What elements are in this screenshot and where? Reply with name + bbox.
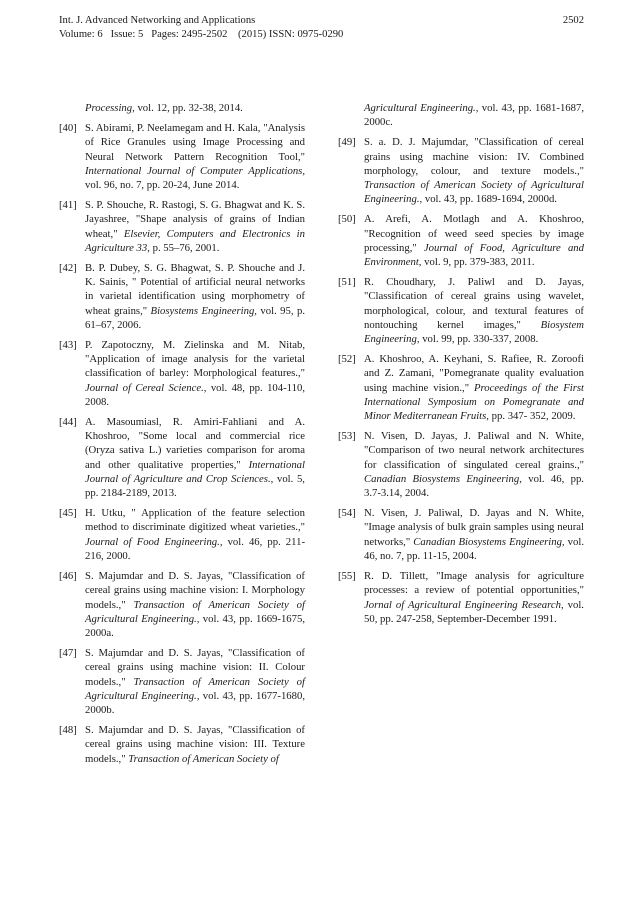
reference-text: [85, 121, 305, 192]
reference-text: [364, 135, 584, 206]
reference-source-italic: Biosystems Engineering,: [150, 304, 257, 317]
reference-source-italic: Journal of Food Engineering.,: [85, 535, 223, 548]
reference-entry: [59, 121, 305, 192]
reference-text: [364, 352, 584, 423]
journal-name: Int. J. Advanced Networking and Applications: [59, 15, 256, 26]
reference-text-segment: vol. 43, pp. 1677-1680, 2000b.: [85, 689, 305, 716]
reference-number: [40]: [59, 122, 77, 135]
reference-number: [53]: [338, 430, 356, 443]
reference-text-segment: pp. 347- 352, 2009.: [488, 410, 576, 423]
reference-entry: [59, 646, 305, 717]
reference-text-segment: A. Khoshroo, A. Keyhani, S. Rafiee, R. Zoroofi and Z. Zamani, "Pomegranate quality evaluation using machine vision.,": [364, 353, 584, 394]
reference-number: [45]: [59, 507, 77, 520]
reference-source-italic: Biosystem Engineering,: [364, 318, 584, 346]
reference-entry: [59, 338, 305, 409]
reference-source-italic: Transaction of American Society of Agricultural Engineering.,: [85, 598, 305, 625]
reference-text-segment: N. Visen, D. Jayas, J. Paliwal and N. White, "Comparison of two neural network architectures for classification of singulated cereal grains.,": [364, 430, 584, 471]
reference-text: [85, 261, 305, 332]
reference-source-italic: Transaction of American Society of: [128, 752, 279, 765]
reference-source-italic: Journal of Food, Agriculture and Environment,: [364, 241, 584, 269]
reference-number: [46]: [59, 570, 77, 583]
reference-number: [52]: [338, 353, 356, 366]
reference-number: [49]: [338, 136, 356, 149]
reference-text-segment: vol. 95, p. 61–67, 2006.: [85, 304, 305, 331]
reference-text-segment: S. P. Shouche, R. Rastogi, S. G. Bhagwat and K. S. Jayashree, "Shape analysis of grains of Indian wheat,": [85, 199, 305, 240]
reference-text: [364, 212, 584, 269]
reference-source-italic: Journal of Cereal Science.,: [85, 381, 207, 394]
reference-entry: [338, 212, 584, 269]
reference-number: [50]: [338, 213, 356, 226]
page-number: 2502: [562, 15, 584, 26]
reference-text-segment: R. Choudhary, J. Paliwl and D. Jayas, "Classification of cereal grains using wavelet, morphological, colour, and textural features of nontouching kernel images,": [364, 276, 584, 331]
reference-entry: [59, 198, 305, 255]
reference-text: [85, 198, 305, 255]
reference-text-segment: R. D. Tillett, "Image analysis for agriculture processes: a review of potential opportunities,": [364, 570, 584, 597]
reference-text-segment: vol. 99, pp. 330-337, 2008.: [419, 333, 539, 346]
reference-text-segment: vol. 48, pp. 104-110, 2008.: [85, 381, 305, 408]
reference-number: [55]: [338, 570, 356, 583]
reference-source-italic: Agricultural Engineering.,: [364, 102, 479, 114]
reference-number: [42]: [59, 262, 77, 275]
reference-number: [44]: [59, 416, 77, 429]
reference-text-segment: vol. 43, pp. 1681-1687, 2000c.: [364, 102, 584, 129]
reference-text: [364, 429, 584, 500]
reference-text-segment: A. Masoumiasl, R. Amiri-Fahliani and A. Khoshroo, "Some local and commercial rice (Oryza sativa L.) varieties comparison for aroma and other qualitative properties,": [85, 416, 305, 471]
reference-text: [364, 101, 584, 129]
reference-number: [47]: [59, 647, 77, 660]
reference-source-italic: Proceedings of the First International Symposium on Pomegranate and Minor Mediterranean Fruits,: [364, 381, 585, 423]
volume-issue-line: Volume: 6 Issue: 5 Pages: 2495-2502 (2015) ISSN: 0975-0290: [59, 29, 344, 40]
reference-source-italic: Elsevier, Computers and Electronics in Agriculture 33,: [85, 227, 305, 254]
reference-text: [85, 506, 305, 563]
reference-text: [85, 723, 305, 766]
reference-number: [41]: [59, 199, 77, 212]
reference-entry: [338, 135, 584, 206]
reference-text-segment: vol. 46, pp. 3.7-3.14, 2004.: [364, 472, 584, 500]
reference-entry: [338, 506, 584, 563]
reference-text-segment: vol. 43, pp. 1689-1694, 2000d.: [422, 193, 557, 206]
reference-text: [85, 646, 305, 717]
reference-text-segment: S. Abirami, P. Neelamegam and H. Kala, "Analysis of Rice Granules using Image Processing and Neural Network Pattern Recognition Tool,": [85, 122, 305, 163]
reference-source-italic: International Journal of Computer Applications,: [85, 164, 305, 177]
reference-text-segment: N. Visen, J. Paliwal, D. Jayas and N. White, "Image analysis of bulk grain samples using neural networks,": [364, 507, 584, 548]
reference-entry: [59, 723, 305, 766]
reference-text-segment: vol. 43, pp. 1669-1675, 2000a.: [85, 612, 305, 639]
reference-text-segment: S. Majumdar and D. S. Jayas, "Classification of cereal grains using machine vision: III. Texture models.,": [85, 724, 305, 765]
reference-text: [364, 275, 584, 346]
reference-text-segment: S. a. D. J. Majumdar, "Classification of cereal grains using machine vision: IV. Combined morphology, colour, and texture models.,": [364, 136, 584, 177]
reference-number: [54]: [338, 507, 356, 520]
reference-source-italic: Transaction of American Society of Agricultural Engineering.,: [364, 179, 584, 206]
reference-source-italic: Canadian Biosystems Engineering,: [413, 535, 565, 548]
reference-text-segment: p. 55–76, 2001.: [149, 241, 220, 254]
reference-text-segment: vol. 50, pp. 247-258, September-December 1991.: [364, 598, 584, 625]
reference-text-segment: S. Majumdar and D. S. Jayas, "Classification of cereal grains using machine vision: I. Morphology models.,": [85, 570, 305, 611]
reference-text: [85, 569, 305, 640]
reference-entry: [338, 352, 584, 423]
reference-entry: [59, 569, 305, 640]
reference-entry: [59, 415, 305, 500]
reference-text-segment: B. P. Dubey, S. G. Bhagwat, S. P. Shouche and J. K. Sainis, " Potential of artificial neural networks in varietal identification using morphometry of wheat grains,": [85, 262, 305, 317]
reference-text: [85, 338, 305, 409]
reference-entry: [338, 275, 584, 346]
reference-text-segment: vol. 46, no. 7, pp. 11-15, 2004.: [364, 535, 584, 562]
reference-entry: [59, 506, 305, 563]
references-right-column: [338, 101, 584, 632]
reference-text: [364, 506, 584, 563]
reference-source-italic: International Journal of Agriculture and Crop Sciences.,: [85, 458, 305, 485]
reference-entry: [59, 101, 305, 115]
reference-entry: [338, 101, 584, 129]
reference-source-italic: Jornal of Agricultural Engineering Research,: [364, 598, 564, 611]
reference-source-italic: Processing,: [85, 102, 135, 114]
reference-text-segment: vol. 12, pp. 32-38, 2014.: [134, 102, 243, 114]
reference-text-segment: P. Zapotoczny, M. Zielinska and M. Nitab, "Application of image analysis for the varietal classification of barley: Morphological features.,": [85, 339, 305, 380]
reference-entry: [59, 261, 305, 332]
reference-text-segment: vol. 9, pp. 379-383, 2011.: [421, 256, 535, 269]
reference-text-segment: H. Utku, " Application of the feature selection method to discriminate digitized wheat varieties.,": [85, 507, 305, 534]
reference-text-segment: vol. 96, no. 7, pp. 20-24, June 2014.: [85, 179, 240, 192]
reference-entry: [338, 429, 584, 500]
reference-text-segment: vol. 46, pp. 211-216, 2000.: [85, 535, 305, 562]
reference-number: [43]: [59, 339, 77, 352]
reference-text-segment: S. Majumdar and D. S. Jayas, "Classification of cereal grains using machine vision: II. Colour models.,": [85, 647, 305, 688]
reference-text: [364, 569, 584, 626]
references-left-column: [59, 101, 305, 772]
reference-entry: [338, 569, 584, 626]
running-header: [59, 14, 584, 42]
reference-number: [51]: [338, 276, 356, 289]
reference-number: [48]: [59, 724, 77, 737]
reference-text-segment: vol. 5, pp. 2184-2189, 2013.: [85, 472, 305, 500]
reference-text-segment: A. Arefi, A. Motlagh and A. Khoshroo, "Recognition of weed seed species by image processing,": [364, 213, 584, 254]
reference-text: [85, 101, 305, 115]
reference-text: [85, 415, 305, 500]
reference-source-italic: Transaction of American Society of Agricultural Engineering.,: [85, 675, 305, 702]
reference-source-italic: Canadian Biosystems Engineering,: [364, 472, 522, 485]
